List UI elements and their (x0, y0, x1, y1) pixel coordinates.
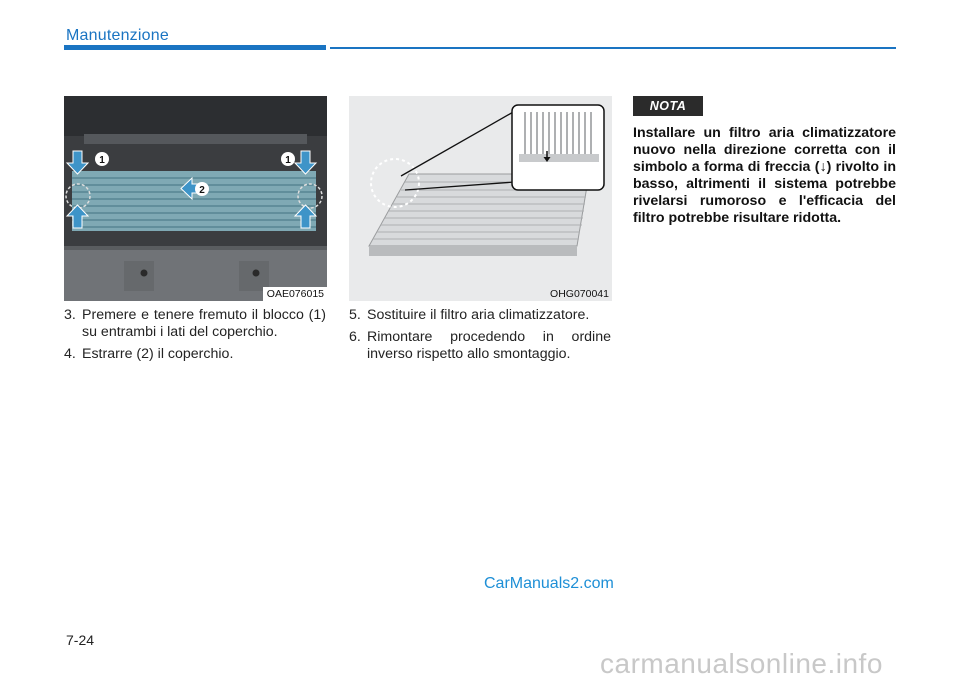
step-number: 4. (64, 346, 76, 362)
step-number: 5. (349, 307, 361, 323)
figure-cover-removal (64, 96, 327, 301)
header-rule-thin (330, 47, 896, 49)
step-5 (349, 307, 611, 324)
steps-left (64, 307, 326, 368)
steps-middle (349, 307, 611, 368)
svg-text:1: 1 (99, 155, 105, 166)
filter-illustration (349, 96, 612, 301)
step-text: Estrarre (2) il coperchio. (82, 346, 234, 362)
svg-text:2: 2 (199, 185, 205, 196)
step-6 (349, 329, 611, 363)
callout-2 (195, 182, 209, 196)
step-number: 3. (64, 307, 76, 323)
note-text: Installare un filtro aria climatizzatore nuovo nella direzione corretta con il simbolo a forma di freccia (↓) rivolto in basso, altrimenti il sistema potrebbe rivelarsi rumoroso e l'efficacia del filtro potrebbe risultare ridotta. (633, 125, 896, 226)
header-rule-thick (64, 45, 326, 50)
note-badge: NOTA (633, 96, 703, 116)
callout-1-right (281, 152, 295, 166)
step-3 (64, 307, 326, 341)
figure-filter (349, 96, 612, 301)
step-text: Sostituire il filtro aria climatizzatore. (367, 307, 590, 323)
page-number: 7-24 (66, 632, 95, 648)
callout-1-left (95, 152, 109, 166)
section-title: Manutenzione (66, 27, 169, 44)
step-number: 6. (349, 329, 361, 345)
step-text: Premere e tenere fremuto il blocco (1) su entrambi i lati del coperchio. (82, 307, 326, 340)
step-text: Rimontare procedendo in ordine inverso rispetto allo smontaggio. (367, 329, 611, 362)
figure-code-middle: OHG070041 (546, 287, 612, 301)
svg-text:1: 1 (285, 155, 291, 166)
step-4 (64, 346, 326, 363)
cover-removal-illustration (64, 96, 327, 301)
figure-code-left: OAE076015 (263, 287, 327, 301)
watermark-main: carmanualsonline.info (600, 648, 883, 679)
watermark-link[interactable]: CarManuals2.com (484, 575, 614, 592)
